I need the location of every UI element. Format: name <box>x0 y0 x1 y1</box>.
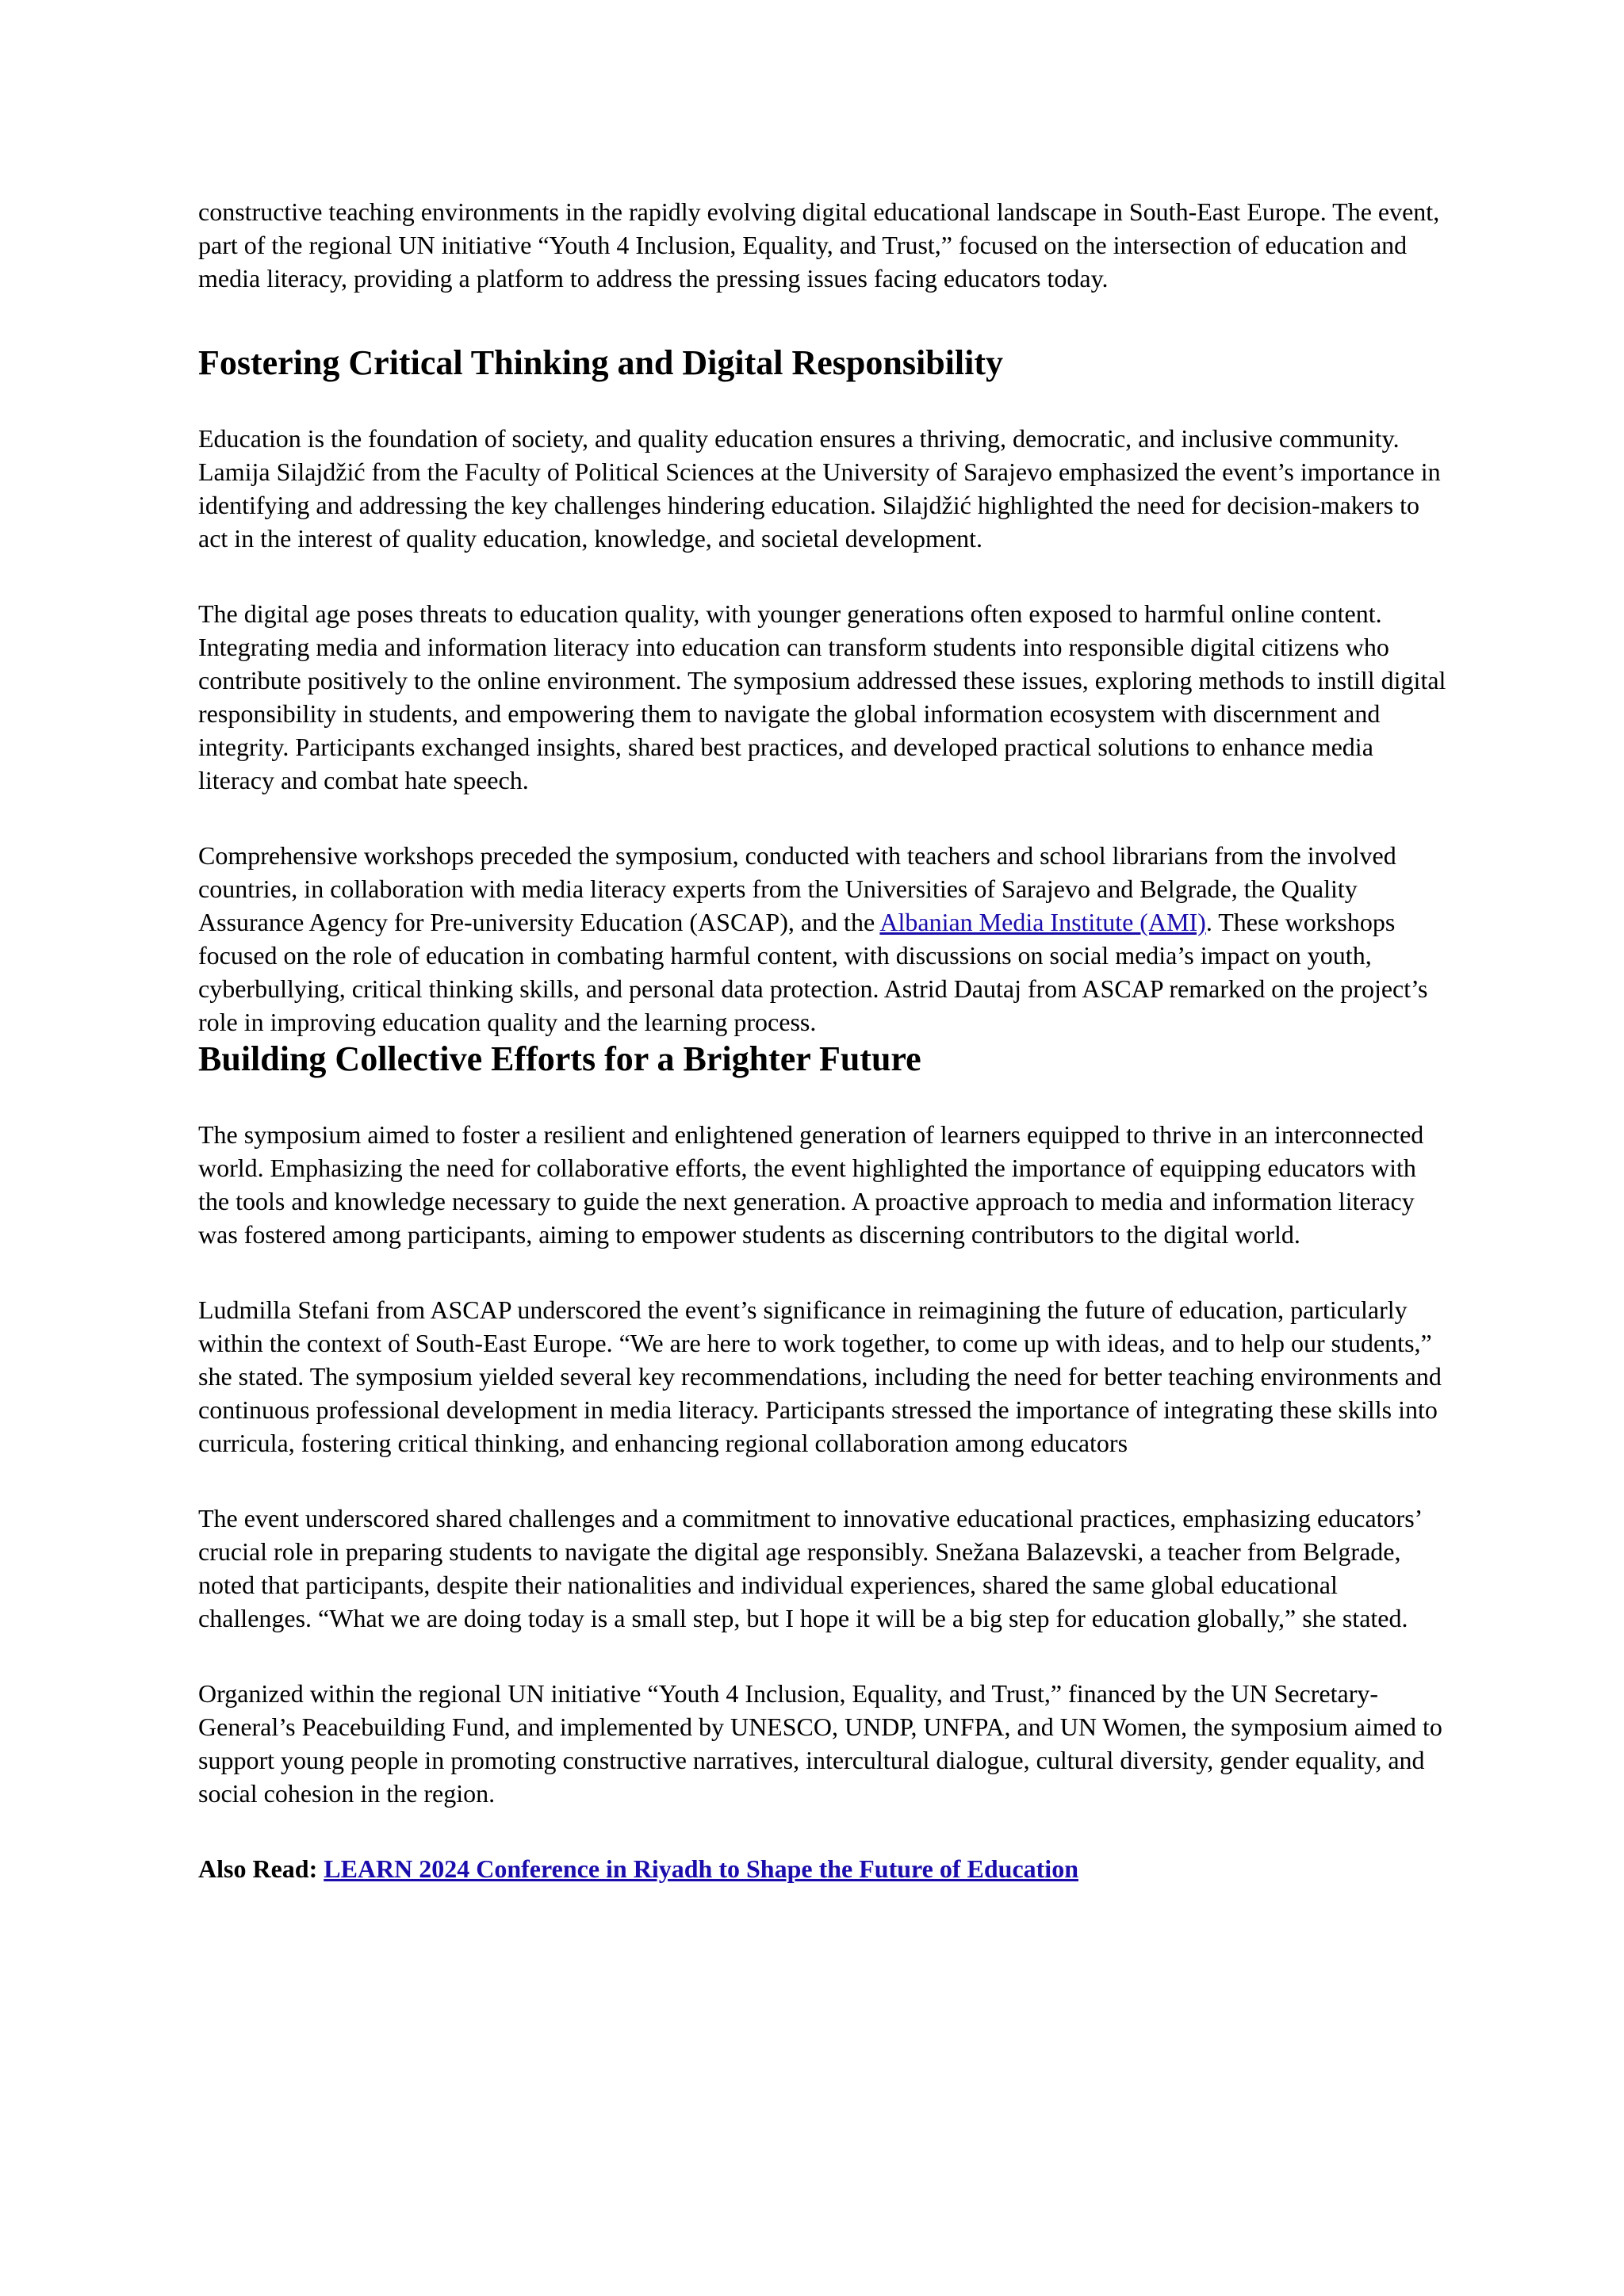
paragraph-shared-challenges: The event underscored shared challenges and a commitment to innovative educational practices, emphasizing educators’ crucial role in preparing students to navigate the digital age responsibly. Snežana Balazevski, a teacher from Belgrade, noted that participants, despite their nationalities and individual experiences, shared the same global educational challenges. “What we are doing today is a small step, but I hope it will be a big step for education globally,” she stated. <box>198 1504 1421 1632</box>
paragraph-workshops <box>198 839 1451 1039</box>
also-read-label: Also Read: <box>198 1854 318 1883</box>
paragraph-digital-age: The digital age poses threats to education quality, with younger generations often exposed to harmful online content. Integrating media and information literacy into education can transform students into responsible digital citizens who contribute positively to the online environment. The symposium addressed these issues, exploring methods to instill digital responsibility in students, and empowering them to navigate the global information ecosystem with discernment and integrity. Participants exchanged insights, shared best practices, and developed practical solutions to enhance media literacy and combat hate speech. <box>198 599 1446 794</box>
workshops-text-after: . These workshops focused on the role of education in combating harmful content, with discussions on social media’s impact on youth, cyberbullying, critical thinking skills, and personal data protection. Astrid Dautaj from ASCAP remarked on the project’s role in improving education quality and the learning process. <box>198 908 1428 1036</box>
paragraph-symposium-aim: The symposium aimed to foster a resilient and enlightened generation of learners equipped to thrive in an interconnected world. Emphasizing the need for collaborative efforts, the event highlighted the importance of equipping educators with the tools and knowledge necessary to guide the next generation. A proactive approach to media and information literacy was fostered among participants, aiming to empower students as discerning contributors to the digital world. <box>198 1120 1424 1249</box>
workshops-text-before: Comprehensive workshops preceded the symposium, conducted with teachers and school librarians from the involved countries, in collaboration with media literacy experts from the Universities of Sarajevo and Belgrade, the Quality Assurance Agency for Pre-university Education (ASCAP), and the <box>198 841 1396 936</box>
paragraph-un-initiative: Organized within the regional UN initiative “Youth 4 Inclusion, Equality, and Trust,” financed by the UN Secretary-General’s Peacebuilding Fund, and implemented by UNESCO, UNDP, UNFPA, and UN Women, the symposium aimed to support young people in promoting constructive narratives, intercultural dialogue, cultural diversity, gender equality, and social cohesion in the region. <box>198 1679 1442 1808</box>
intro-paragraph: constructive teaching environments in the rapidly evolving digital educational landscape in South-East Europe. The event, part of the regional UN initiative “Youth 4 Inclusion, Equality, and Trust,” focused on the intersection of education and media literacy, providing a platform to address the pressing issues facing educators today. <box>198 197 1440 293</box>
also-read-link[interactable]: LEARN 2024 Conference in Riyadh to Shape the Future of Education <box>324 1854 1078 1883</box>
section-heading-fostering: Fostering Critical Thinking and Digital Responsibility <box>198 343 1004 382</box>
article-body <box>198 195 1451 1885</box>
paragraph-education-foundation: Education is the foundation of society, and quality education ensures a thriving, democratic, and inclusive community. Lamija Silajdžić from the Faculty of Political Sciences at the University of Sarajevo emphasized the event’s importance in identifying and addressing the key challenges hindering education. Silajdžić highlighted the need for decision-makers to act in the interest of quality education, knowledge, and societal development. <box>198 424 1441 553</box>
section-heading-building: Building Collective Efforts for a Brighter Future <box>198 1039 921 1078</box>
paragraph-ludmilla-stefani: Ludmilla Stefani from ASCAP underscored the event’s significance in reimagining the future of education, particularly within the context of South-East Europe. “We are here to work together, to come up with ideas, and to help our students,” she stated. The symposium yielded several key recommendations, including the need for better teaching environments and continuous professional development in media literacy. Participants stressed the importance of integrating these skills into curricula, fostering critical thinking, and enhancing regional collaboration among educators <box>198 1295 1442 1457</box>
albanian-media-institute-link[interactable]: Albanian Media Institute (AMI) <box>879 908 1206 936</box>
also-read-line <box>198 1852 1451 1885</box>
